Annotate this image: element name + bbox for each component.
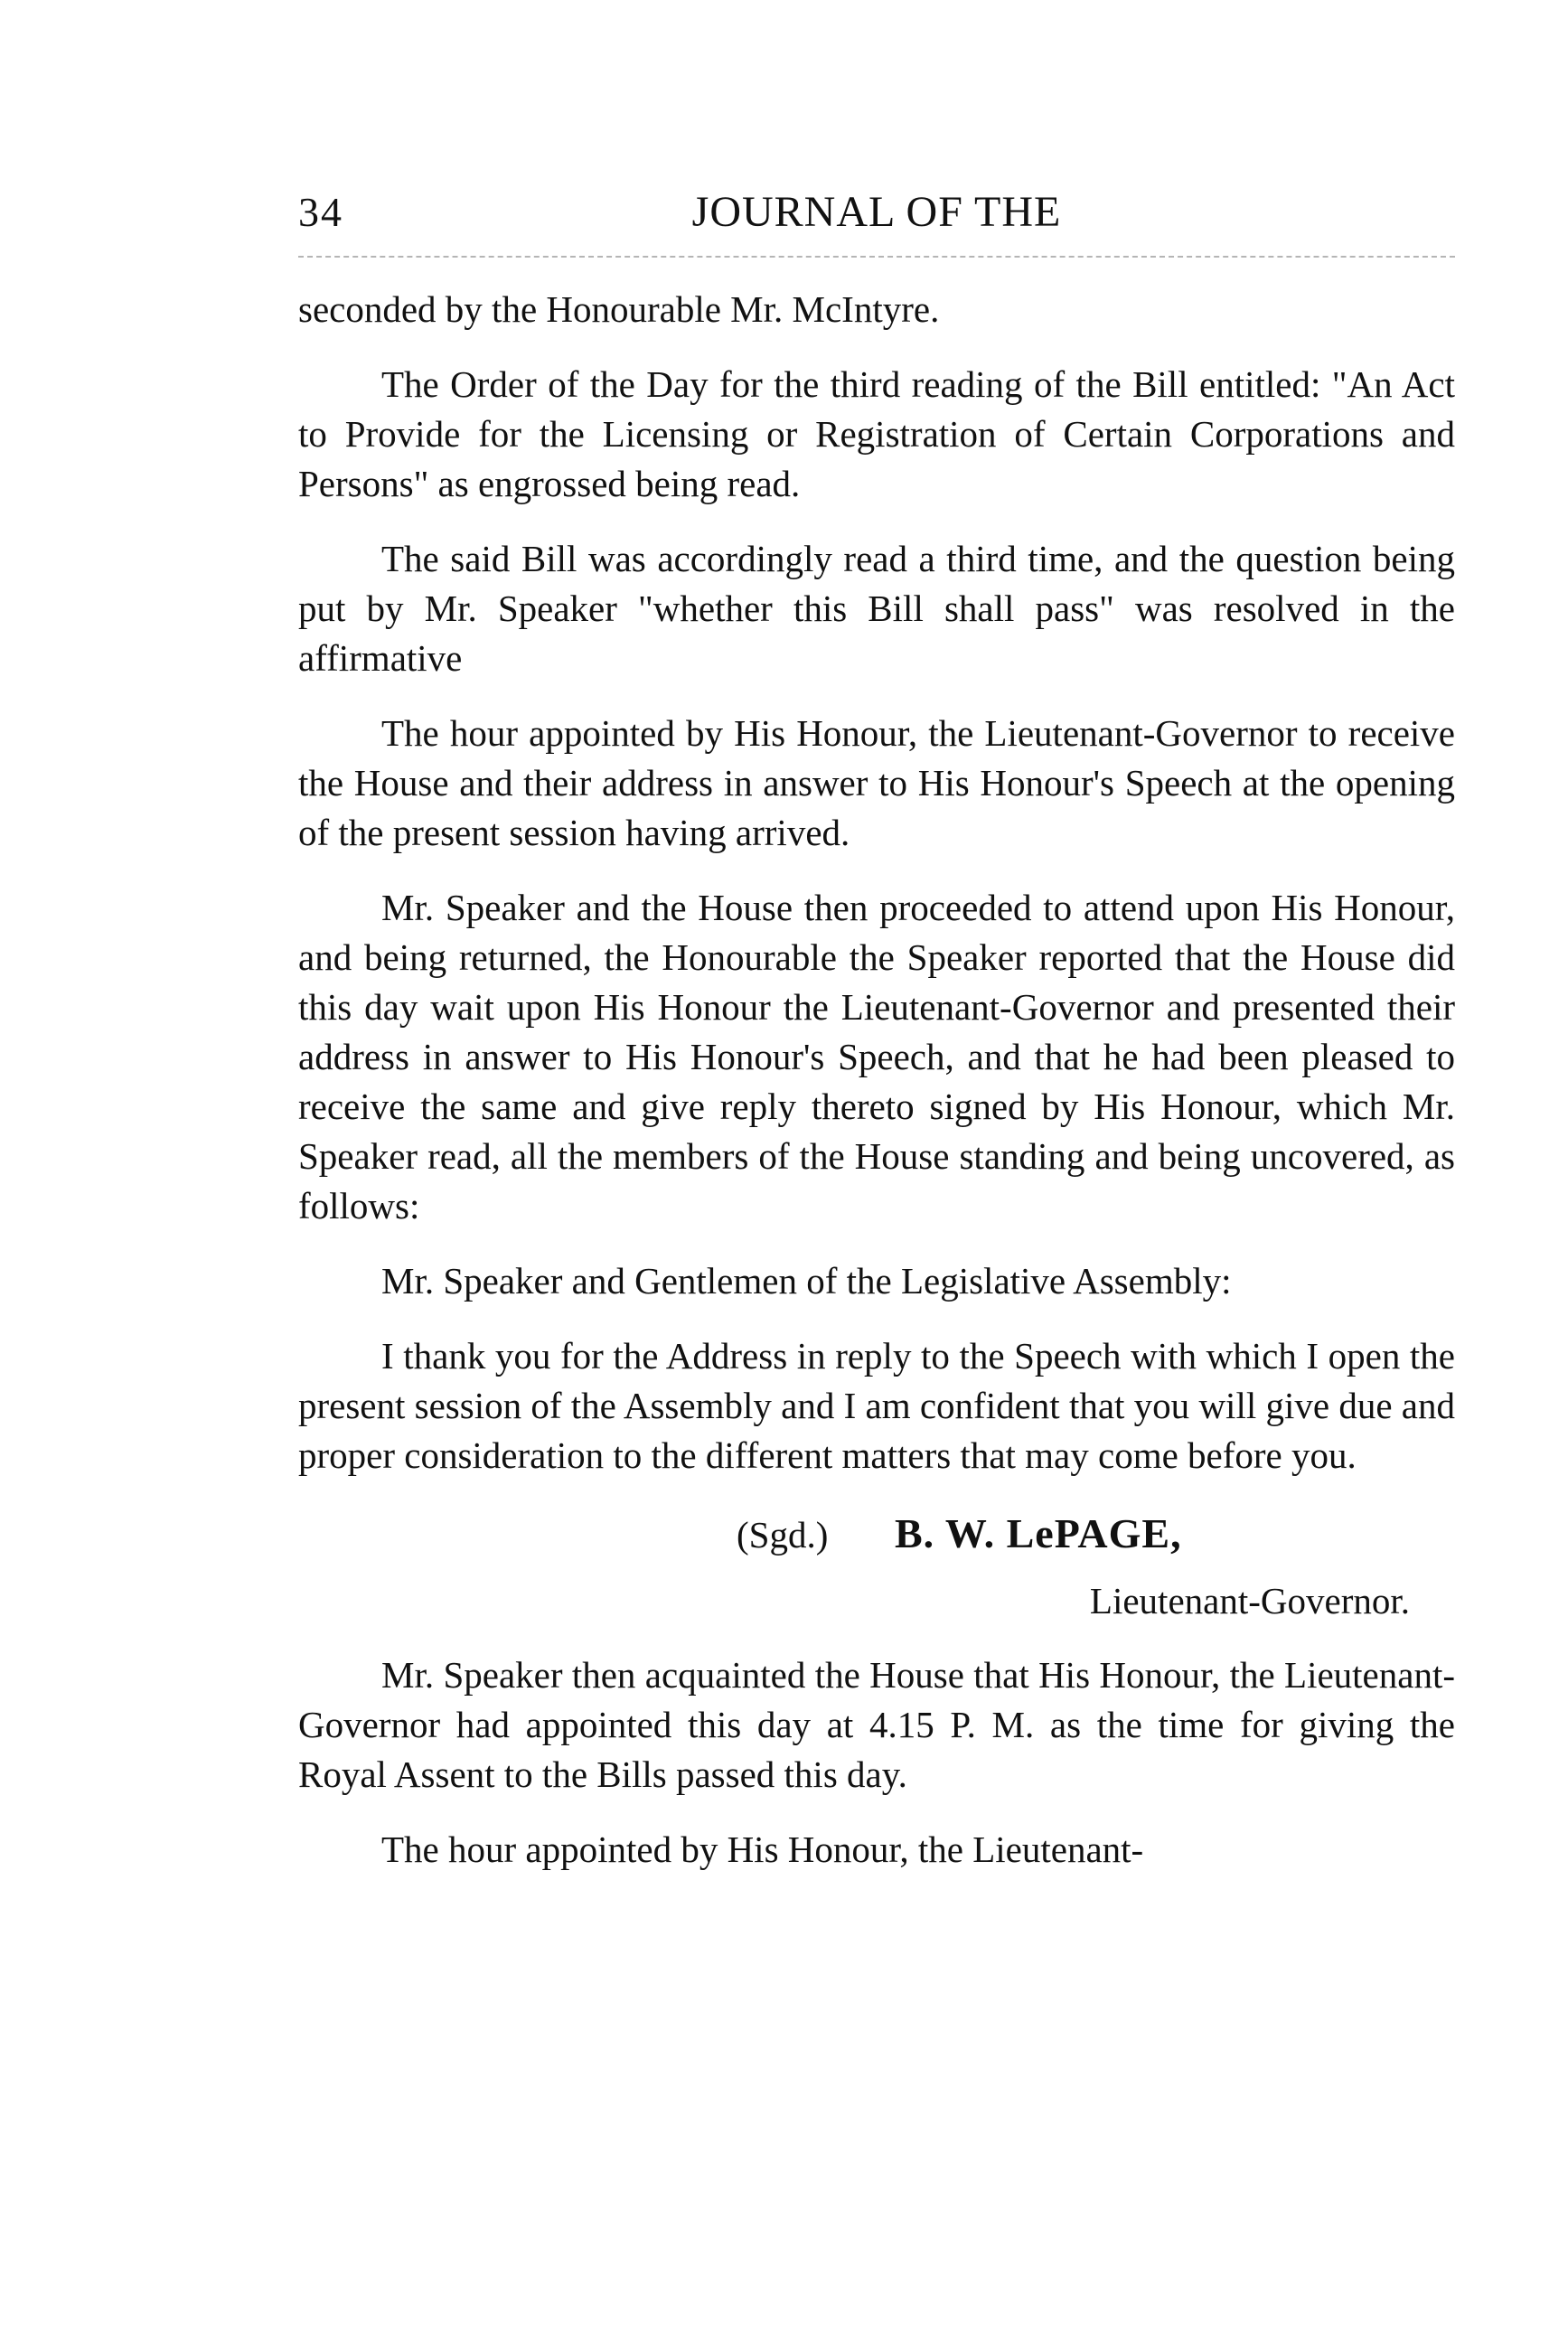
page-header — [298, 185, 1455, 249]
paragraph-royal-assent: Mr. Speaker then acquainted the House that His Honour, the Lieutenant-Governor had appointed this day at 4.15 P. M. as the time for giving the Royal Assent to the Bills passed this day. — [298, 1654, 1455, 1795]
page-number: 34 — [298, 189, 343, 235]
paragraph-salutation: Mr. Speaker and Gentlemen of the Legislative Assembly: — [381, 1260, 1232, 1302]
paragraph-continued: The hour appointed by His Honour, the Lieutenant- — [381, 1828, 1144, 1870]
signed-marker: (Sgd.) — [737, 1514, 829, 1556]
signer-name: B. W. LePAGE, — [895, 1510, 1182, 1556]
header-rule — [298, 256, 1455, 258]
paragraph-order-of-day: The Order of the Day for the third reading of the Bill entitled: "An Act to Provide for the Licensing or Registration of Certain Corporations and Persons" as engrossed being read. — [298, 363, 1455, 504]
running-title: JOURNAL OF THE — [691, 188, 1062, 236]
paragraph-reply-text: I thank you for the Address in reply to the Speech with which I open the present session of the Assembly and I am confident that you will give due and proper consideration to the different matters that may come before you. — [298, 1335, 1455, 1476]
signer-title: Lieutenant-Governor. — [1089, 1580, 1410, 1622]
paragraph-seconded: seconded by the Honourable Mr. McIntyre. — [298, 288, 940, 330]
paragraph-speaker-report: Mr. Speaker and the House then proceeded to attend upon His Honour, and being returned, the Honourable the Speaker reported that the House did this day wait upon His Honour the Lieutenant-Governor and presented their address in answer to His Honour's Speech, and that he had been pleased to receive the same and give reply thereto signed by His Honour, which Mr. Speaker read, all the members of the House standing and being uncovered, as follows: — [298, 887, 1455, 1227]
body-text — [298, 285, 1455, 1900]
signature-block — [298, 1506, 1455, 1567]
paragraph-third-reading: The said Bill was accordingly read a third time, and the question being put by Mr. Speaker "whether this Bill shall pass" was resolved in the affirmative — [298, 538, 1455, 679]
paragraph-hour-appointed: The hour appointed by His Honour, the Lieutenant-Governor to receive the House and their address in answer to His Honour's Speech at the opening of the present session having arrived. — [298, 712, 1455, 853]
